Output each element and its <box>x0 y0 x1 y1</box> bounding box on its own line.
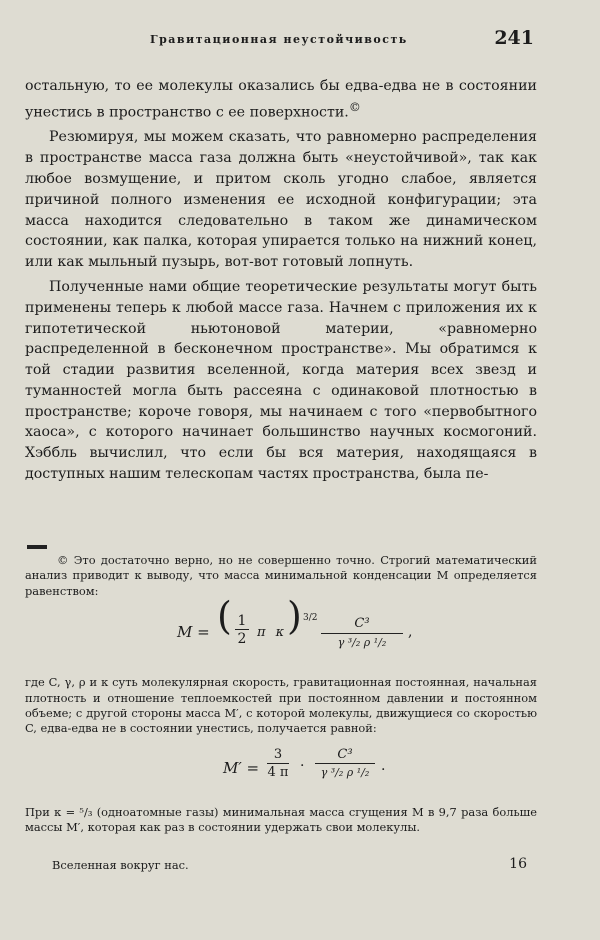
formula2-fraction <box>267 747 289 782</box>
formula-minimum-mass <box>25 594 537 669</box>
footnote-mark: © <box>57 553 69 567</box>
formula1-right-den: γ ³/₂ ρ ¹/₂ <box>337 636 387 650</box>
formula2-right-num: C³ <box>315 747 375 764</box>
formula1-right-fraction <box>321 615 403 652</box>
formula1-paren-close: ) <box>287 594 302 639</box>
formula2-period: . <box>381 757 386 774</box>
signature-sheet-number: 16 <box>509 856 527 872</box>
formula1-right-num: C³ <box>321 615 403 634</box>
running-header: Гравитационная неустойчивость <box>150 33 408 46</box>
formula1-comma: , <box>408 624 413 641</box>
formula2-right-fraction <box>315 747 375 782</box>
formula1-fraction-den: 2 <box>237 631 247 648</box>
footnote <box>25 553 537 836</box>
footnote-reference: © <box>348 99 361 114</box>
page-number: 241 <box>494 27 534 49</box>
footnote-separator <box>27 545 47 549</box>
formula1-symbols: π κ <box>257 625 288 641</box>
signature-book-title: Вселенная вокруг нас. <box>52 858 189 872</box>
formula2-dot: · <box>300 757 305 774</box>
footnote-intro: © Это достаточно верно, но не совершенно точно. Строгий математический анализ приводит к выводу, что масса минимальной конденсации M определяется равенством: <box>25 553 537 598</box>
paragraph-2: Резюмируя, мы можем сказать, что равномерно распределения в пространстве масса газа должна быть «неустойчивой», так как любое возмущение, и притом сколь угодно слабое, является причиной полного изменения ее исходной конфигурации; эта масса находится следовательно в таком же динамическом состоянии, как палка, которая упирается только на нижний конец, или как мыльный пузырь, вот-вот готовый лопнуть. <box>25 129 537 271</box>
formula1-lhs: M = <box>177 623 210 642</box>
formula2-right-den: γ ³/₂ ρ ¹/₂ <box>320 765 370 779</box>
footnote-conclusion: При κ = ⁵/₃ (одноатомные газы) минимальная масса сгущения M в 9,7 раза больше массы M′, которая как раз в состоянии удержать свои молекулы. <box>25 804 537 835</box>
formula-escape-mass <box>25 743 537 799</box>
footnote-middle: где C, γ, ρ и κ суть молекулярная скорость, гравитационная постоянная, начальная плотность и отношение теплоемкостей при постоянном давлении и постоянном объеме; с другой стороны масса M′, с которой молекулы, движущиеся со скоростью C, едва-едва не в состоянии унестись, получается равной: <box>25 675 537 736</box>
formula2-lhs: M′ = <box>223 758 260 777</box>
formula1-paren-open: ( <box>217 594 232 639</box>
formula1-exponent: 3/2 <box>303 613 318 624</box>
paragraph-3: Полученные нами общие теоретические результаты могут быть применены теперь к любой массе газа. Начнем с приложения их к гипотетической ньютоновой материи, «равномерно распределенной в бесконечном пространстве». Мы обратимся к той стадии развития вселенной, когда материя всех звезд и туманностей могла быть рассеяна с одинаковой плотностью в пространстве; короче говоря, мы начинаем с того «первобытного хаоса», с которого начинает большинство научных космогоний. Хэббль вычислил, что если бы вся материя, находящаяся в доступных нашим телескопам частях пространства, была пе- <box>25 278 537 483</box>
formula1-fraction <box>235 613 249 648</box>
main-text <box>25 76 537 485</box>
formula2-fraction-den: 4 π <box>267 764 289 780</box>
formula1-fraction-num: 1 <box>235 613 249 630</box>
formula2-fraction-num: 3 <box>267 747 289 764</box>
paragraph-1: остальную, то ее молекулы оказались бы едва-едва не в состоянии унестись в пространство с ее поверхности.© <box>25 78 537 121</box>
